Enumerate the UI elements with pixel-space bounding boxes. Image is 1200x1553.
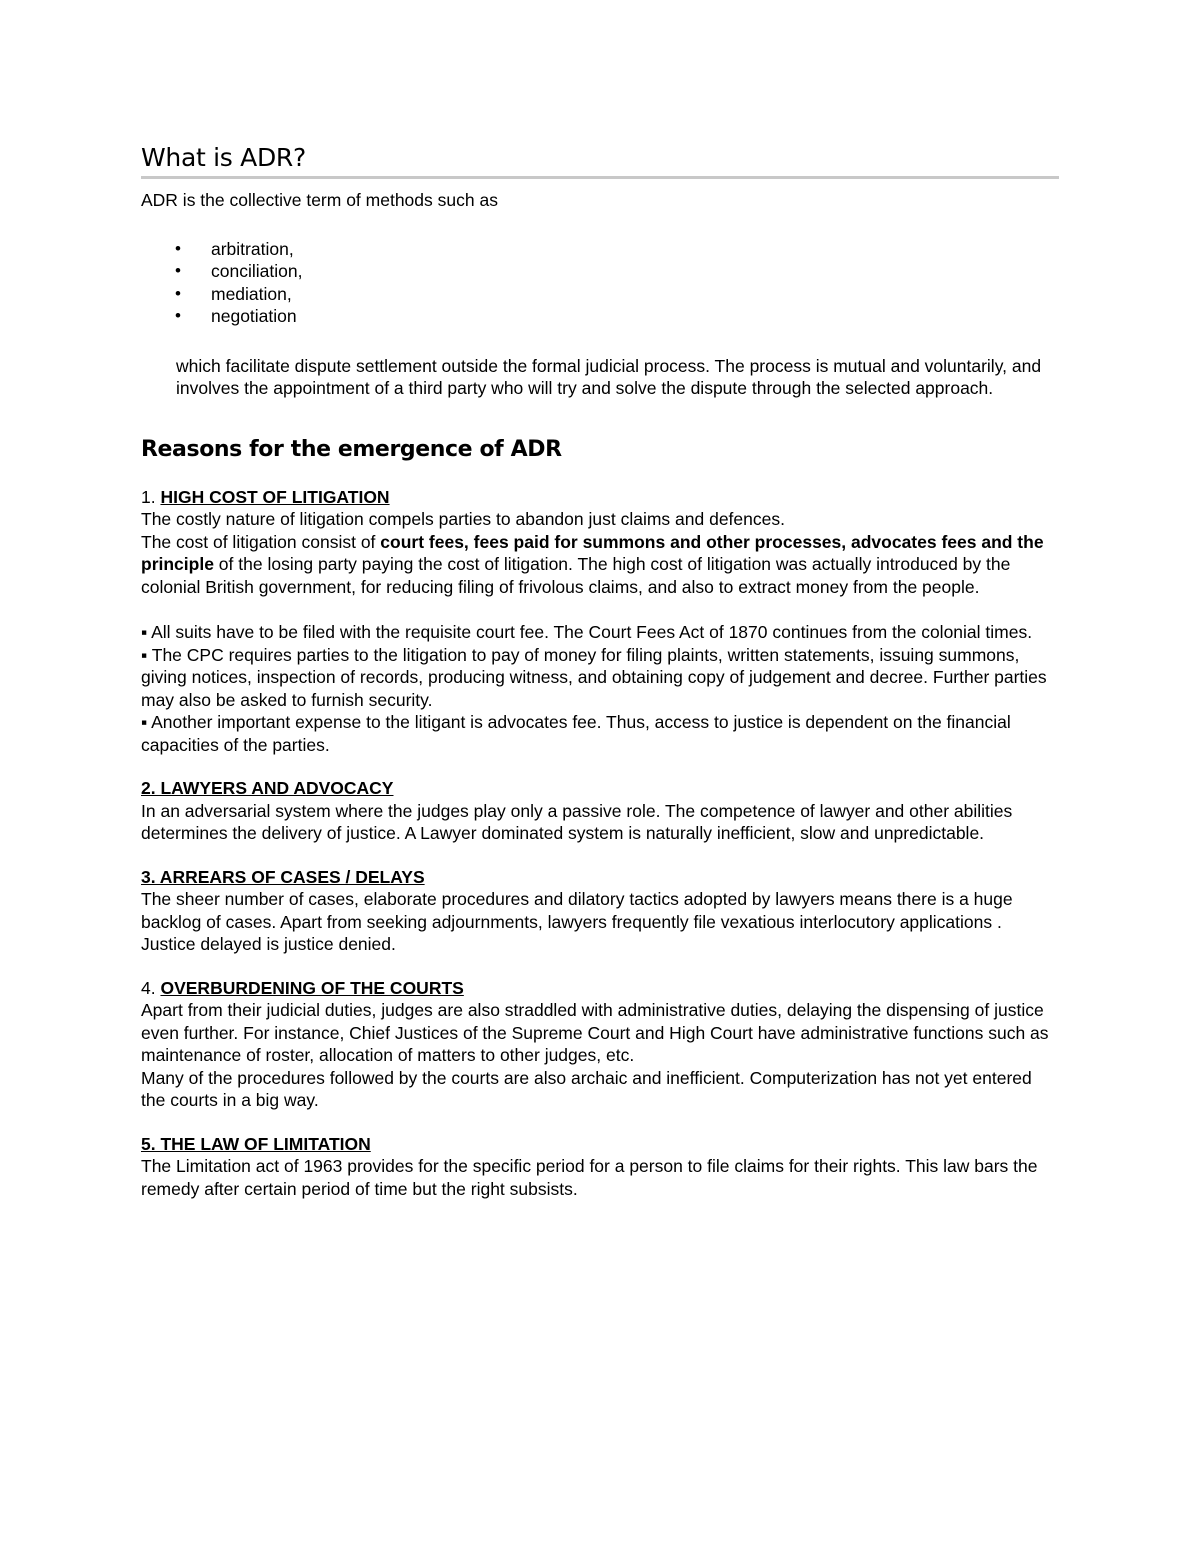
section-paragraph: Many of the procedures followed by the courts are also archaic and inefficient. Computerization has not yet entered the courts in a big way. — [141, 1067, 1032, 1110]
heading-divider — [141, 176, 1059, 179]
section-title: 1. HIGH COST OF LITIGATION — [141, 486, 390, 507]
facilitate-paragraph: which facilitate dispute settlement outside the formal judicial process. The process is mutual and voluntarily, and involves the appointment of a third party who will try and solve the dispute through the selected approach. — [176, 355, 1042, 398]
section-paragraph: The Limitation act of 1963 provides for the specific period for a person to file claims for their rights. This law bars the remedy after certain period of time but the right subsists. — [141, 1156, 1038, 1199]
section-limitation — [141, 1133, 1059, 1201]
bullet-icon: • — [175, 238, 181, 258]
section-title: 4. OVERBURDENING OF THE COURTS — [141, 977, 464, 998]
bullet-icon: • — [175, 261, 181, 280]
cost-point: ▪ All suits have to be filed with the requisite court fee. The Court Fees Act of 1870 continues from the colonial times. — [141, 622, 1033, 642]
section-paragraph: In an adversarial system where the judges play only a passive role. The competence of lawyer and other abilities determines the delivery of justice. A Lawyer dominated system is naturally inefficient, slow and unpredictable. — [141, 800, 1013, 843]
document-page — [141, 142, 1059, 1200]
list-item: • negotiation — [175, 306, 297, 326]
list-item: • mediation, — [175, 283, 292, 304]
section-paragraph: The costly nature of litigation compels parties to abandon just claims and defences. — [141, 509, 785, 529]
intro-text: ADR is the collective term of methods such as — [141, 190, 498, 210]
list-item: • conciliation, — [175, 261, 303, 281]
list-item: • arbitration, — [175, 238, 294, 259]
cost-point: ▪ Another important expense to the litigant is advocates fee. Thus, access to justice is dependent on the financial capacities of the parties. — [141, 712, 1011, 755]
section-arrears — [141, 866, 1059, 956]
section-overburdening — [141, 977, 1059, 1112]
reasons-heading: Reasons for the emergence of ADR — [141, 436, 562, 462]
section-paragraph: The sheer number of cases, elaborate procedures and dilatory tactics adopted by lawyers means there is a huge backlog of cases. Apart from seeking adjournments, lawyers frequently file vexatious interlocutory applications . Justice delayed is justice denied. — [141, 889, 1013, 954]
section-lawyers — [141, 777, 1059, 845]
section-high-cost — [141, 486, 1059, 757]
section-paragraph: Apart from their judicial duties, judges are also straddled with administrative duties, delaying the dispensing of justice even further. For instance, Chief Justices of the Supreme Court and High Court have administrative functions such as maintenance of roster, allocation of matters to other judges, etc. — [141, 1000, 1049, 1065]
methods-list — [141, 238, 1059, 328]
section-paragraph: The cost of litigation consist of court fees, fees paid for summons and other processes, advocates fees and the principle of the losing party paying the cost of litigation. The high cost of litigation was actually introduced by the colonial British government, for reducing filing of frivolous claims, and also to extract money from the people. — [141, 531, 1044, 597]
section-title: 5. THE LAW OF LIMITATION — [141, 1133, 371, 1154]
section-title: 2. LAWYERS AND ADVOCACY — [141, 778, 394, 798]
bullet-icon: • — [175, 283, 181, 303]
page-title: What is ADR? — [141, 143, 306, 172]
cost-point: ▪ The CPC requires parties to the litigation to pay of money for filing plaints, written statements, issuing summons, giving notices, inspection of records, producing witness, and obtaining copy of judgement and decree. Further parties may also be asked to furnish security. — [141, 644, 1047, 710]
bullet-icon: • — [175, 306, 181, 325]
section-title: 3. ARREARS OF CASES / DELAYS — [141, 866, 425, 887]
